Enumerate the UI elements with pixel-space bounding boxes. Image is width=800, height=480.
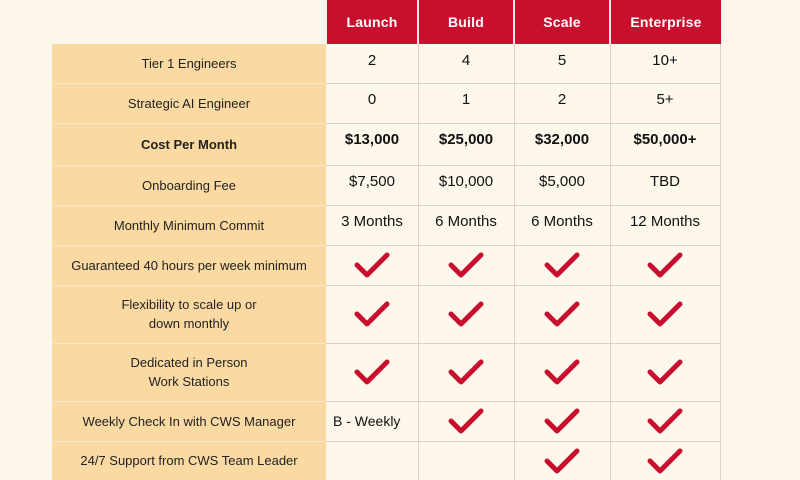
table-cell: $50,000+ [633,131,697,148]
row-label: Dedicated in Person Work Stations [130,355,248,389]
check-icon [326,285,418,343]
check-icon [326,343,418,401]
check-icon [418,343,514,401]
row-label: Flexibility to scale up or down monthly [121,297,257,331]
table-cell: $13,000 [344,131,400,148]
row-label: Onboarding Fee [142,177,236,193]
table-cell: 4 [461,52,471,69]
row-label: 24/7 Support from CWS Team Leader [80,453,298,468]
check-icon [418,401,514,441]
table-cell: 5+ [656,91,674,108]
table-cell: $25,000 [438,131,494,148]
check-icon [514,441,610,480]
table-cell: $5,000 [539,173,585,190]
check-icon [610,343,720,401]
check-icon [326,245,418,285]
table-cell: 12 Months [629,213,701,230]
table-cell: 2 [367,52,377,69]
table-cell: 2 [557,91,567,108]
row-label: Weekly Check In with CWS Manager [82,413,296,429]
check-icon [610,285,720,343]
row-label: Cost Per Month [140,136,238,152]
plan-header-enterprise: Enterprise [610,0,722,44]
table-cell: 5 [557,52,567,69]
check-icon [418,285,514,343]
empty-cell [326,441,418,480]
plan-header-build: Build [418,0,514,44]
table-cell: 6 Months [435,213,497,230]
row-label: Guaranteed 40 hours per week minimum [71,257,307,273]
table-cell: 10+ [652,52,678,69]
column-divider [720,44,721,480]
check-icon [514,401,610,441]
check-icon [610,245,720,285]
table-cell: 1 [461,91,471,108]
row-label: Monthly Minimum Commit [113,217,265,233]
check-icon [514,285,610,343]
table-cell: 0 [367,91,377,108]
table-cell: $10,000 [438,173,494,190]
row-label: Tier 1 Engineers [141,56,237,71]
table-cell: B - Weekly [333,413,401,429]
plan-header-launch: Launch [326,0,418,44]
table-cell: 6 Months [531,213,593,230]
check-icon [610,401,720,441]
check-icon [514,343,610,401]
check-icon [514,245,610,285]
table-cell: $32,000 [534,131,590,148]
table-cell: $7,500 [349,173,395,190]
row-label: Strategic AI Engineer [127,95,251,111]
table-cell: TBD [650,173,680,190]
table-cell: 3 Months [341,213,403,230]
check-icon [418,245,514,285]
check-icon [610,441,720,480]
plan-header-scale: Scale [514,0,610,44]
empty-cell [418,441,514,480]
